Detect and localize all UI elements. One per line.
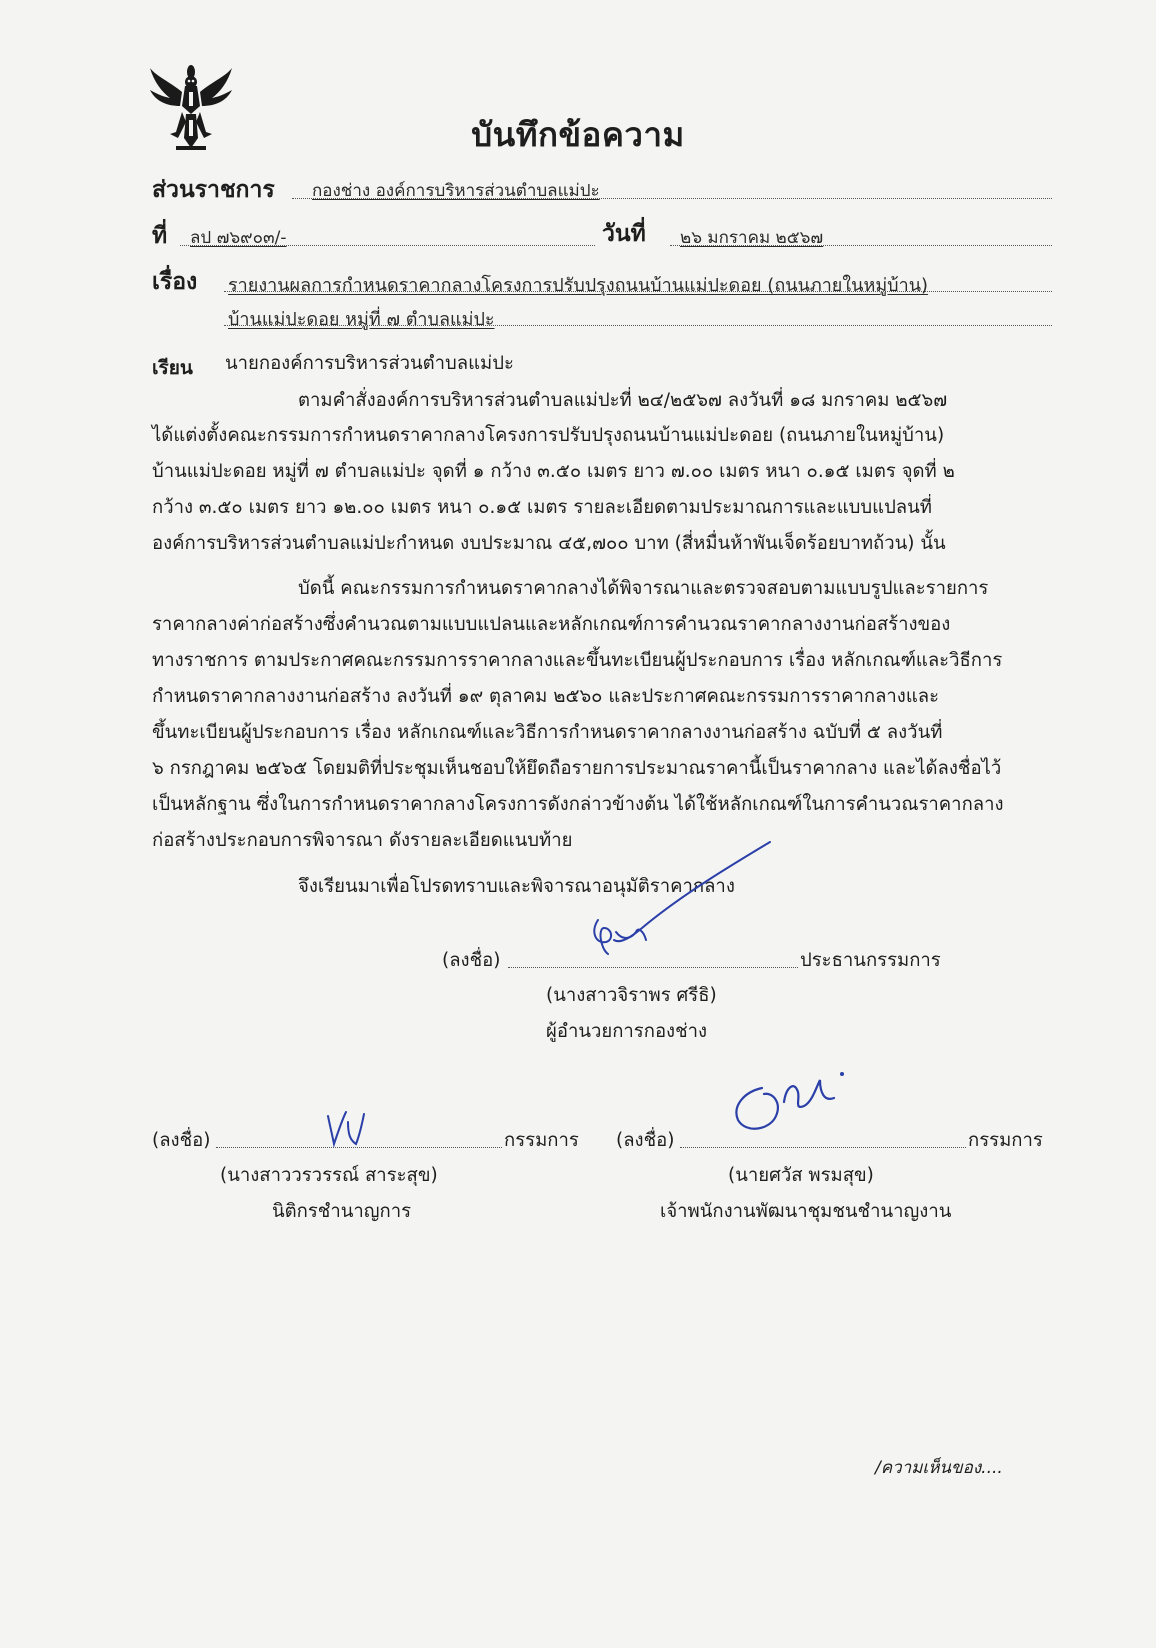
para2-line-2: ราคากลางค่าก่อสร้างซึ่งคำนวณตามแบบแปลนและหลักเกณฑ์การคำนวณราคากลางงานก่อสร้างของ [152,614,951,635]
para2-line-8: ก่อสร้างประกอบการพิจารณา ดังรายละเอียดแนบท้าย [152,830,573,851]
member1-name: (นางสาววรวรรณ์ สาระสุข) [220,1165,438,1186]
chair-signature-mark [560,836,780,966]
para2-line-1: บัดนี้ คณะกรรมการกำหนดราคากลางได้พิจารณาและตรวจสอบตามแบบรูปและรายการ [298,578,989,599]
member2-signature-mark [724,1058,854,1138]
para1-line-3: บ้านแม่ปะดอย หมู่ที่ ๗ ตำบลแม่ปะ จุดที่ ๑ กว้าง ๓.๕๐ เมตร ยาว ๗.๐๐ เมตร หนา ๐.๑๕ เมตร จุดที่ ๒ [152,461,955,482]
member1-sign-prefix: (ลงชื่อ) [152,1130,211,1151]
para1-line-5: องค์การบริหารส่วนตำบลแม่ปะกำหนด งบประมาณ ๔๕,๗๐๐ บาท (สี่หมื่นห้าพันเจ็ดร้อยบาทถ้วน) นั้น [152,533,946,554]
member2-sign-prefix: (ลงชื่อ) [616,1130,675,1151]
chair-sign-prefix: (ลงชื่อ) [442,950,501,971]
para2-line-4: กำหนดราคากลางงานก่อสร้าง ลงวันที่ ๑๙ ตุลาคม ๒๕๖๐ และประกาศคณะกรรมการราคากลางและ [152,686,940,707]
member2-name: (นายศวัส พรมสุข) [728,1165,874,1186]
chair-signature-line [508,967,798,968]
department-value: กองช่าง องค์การบริหารส่วนตำบลแม่ปะ [312,181,600,201]
member1-position: นิติกรชำนาญการ [272,1201,412,1222]
para1-line-4: กว้าง ๓.๕๐ เมตร ยาว ๑๒.๐๐ เมตร หนา ๐.๑๕ เมตร รายละเอียดตามประมาณการและแบบแปลนที่ [152,497,932,518]
subject-line-1: รายงานผลการกำหนดราคากลางโครงการปรับปรุงถนนบ้านแม่ปะดอย (ถนนภายในหมู่บ้าน) [228,275,929,296]
subject-label: เรื่อง [152,269,198,295]
member2-position: เจ้าพนักงานพัฒนาชุมชนชำนาญงาน [660,1201,952,1222]
para2-line-7: เป็นหลักฐาน ซึ่งในการกำหนดราคากลางโครงการดังกล่าวข้างต้น ได้ใช้หลักเกณฑ์ในการคำนวณราคากลาง [152,794,1004,815]
para1-line-2: ได้แต่งตั้งคณะกรรมการกำหนดราคากลางโครงการปรับปรุงถนนบ้านแม่ปะดอย (ถนนภายในหมู่บ้าน) [152,425,945,446]
department-label: ส่วนราชการ [152,177,275,203]
member1-role: กรรมการ [504,1130,579,1151]
date-label: วันที่ [602,221,646,247]
para2-line-3: ทางราชการ ตามประกาศคณะกรรมการราคากลางและขึ้นทะเบียนผู้ประกอบการ เรื่อง หลักเกณฑ์และวิธีการ [152,650,1003,671]
continued-note: /ความเห็นของ.... [875,1458,1003,1478]
para1-line-1: ตามคำสั่งองค์การบริหารส่วนตำบลแม่ปะที่ ๒๔/๒๕๖๗ ลงวันที่ ๑๘ มกราคม ๒๕๖๗ [298,390,948,411]
chair-position: ผู้อำนวยการกองช่าง [546,1021,708,1042]
reference-value: ลป ๗๖๙๐๓/- [190,228,287,248]
closing-line: จึงเรียนมาเพื่อโปรดทราบและพิจารณาอนุมัติราคากลาง [298,876,735,897]
chair-name: (นางสาวจิราพร ศรีธิ) [546,985,717,1006]
member1-signature-mark [322,1104,382,1150]
to-value: นายกองค์การบริหารส่วนตำบลแม่ปะ [225,353,514,374]
member2-role: กรรมการ [968,1130,1043,1151]
member1-signature-line [216,1147,502,1148]
para2-line-6: ๖ กรกฎาคม ๒๕๖๕ โดยมติที่ประชุมเห็นชอบให้ยึดถือรายการประมาณราคานี้เป็นราคากลาง และได้ลงชื่อไว้ [152,758,1002,779]
para2-line-5: ขึ้นทะเบียนผู้ประกอบการ เรื่อง หลักเกณฑ์และวิธีการกำหนดราคากลางงานก่อสร้าง ฉบับที่ ๕ ลงวันที่ [152,722,943,743]
chair-role: ประธานกรรมการ [800,950,941,971]
date-value: ๒๖ มกราคม ๒๕๖๗ [680,228,824,248]
to-label: เรียน [152,357,193,379]
memo-title: บันทึกข้อความ [471,115,685,154]
reference-label: ที่ [152,223,168,249]
member2-signature-line [680,1147,966,1148]
subject-line-2: บ้านแม่ปะดอย หมู่ที่ ๗ ตำบลแม่ปะ [228,309,495,330]
